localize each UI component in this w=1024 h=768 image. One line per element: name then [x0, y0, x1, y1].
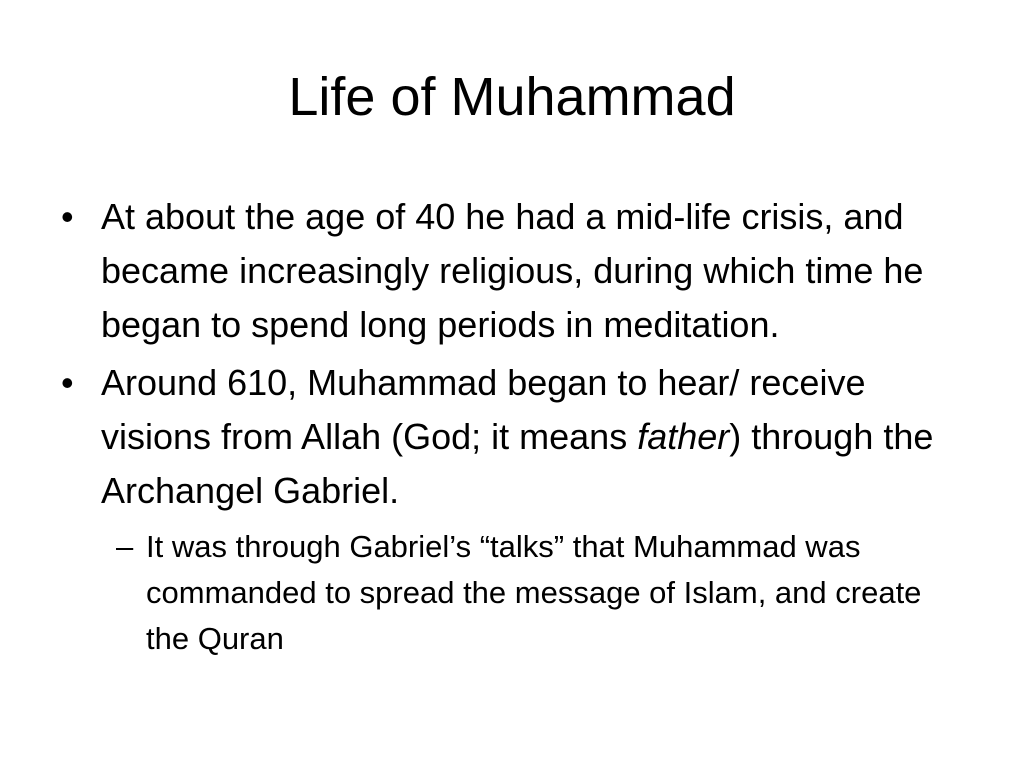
sub-bullet-list — [101, 524, 956, 662]
bullet-list — [56, 190, 956, 666]
bullet-marker: • — [61, 362, 74, 403]
bullet-text: At about the age of 40 he had a mid-life crisis, and became increasingly religious, during which time he began to spend long periods in meditation. — [101, 196, 924, 345]
sub-bullet-text: It was through Gabriel’s “talks” that Muhammad was commanded to spread the message of Islam, and create the Quran — [146, 529, 922, 656]
bullet-text-before: Around 610, Muhammad began to hear/ receive visions from Allah (God; it means — [101, 362, 866, 457]
sub-bullet-marker: – — [116, 529, 134, 564]
bullet-text-italic: father — [637, 416, 730, 457]
sub-bullet-item-1 — [101, 524, 956, 662]
bullet-item-2 — [56, 356, 956, 662]
bullet-text-after: ) through the Archangel Gabriel. — [101, 416, 934, 511]
bullet-marker: • — [61, 196, 74, 237]
bullet-item-1 — [56, 190, 956, 352]
slide-title: Life of Muhammad — [288, 67, 736, 127]
